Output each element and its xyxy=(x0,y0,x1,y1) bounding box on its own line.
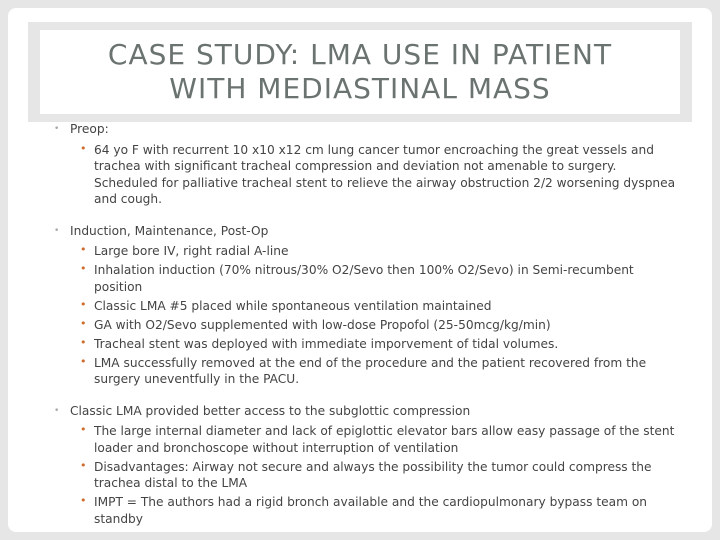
title-box xyxy=(40,30,680,114)
sub-bullet-item xyxy=(50,423,680,456)
sub-bullet-text: Tracheal stent was deployed with immediate imporvement of tidal volumes. xyxy=(94,336,559,351)
bullet-icon: • xyxy=(54,225,60,236)
level1-bullet-item xyxy=(50,223,680,240)
sub-bullet-item xyxy=(50,243,680,260)
sub-bullet-text: Disadvantages: Airway not secure and always the possibility the tumor could compress the trachea distal to the LMA xyxy=(94,459,652,490)
level1-bullet-item xyxy=(50,121,680,138)
bullet-icon: • xyxy=(54,124,60,134)
bullet-icon: • xyxy=(80,335,87,349)
section-heading: Classic LMA provided better access to the subglottic compression xyxy=(70,403,471,418)
slide-title-line-1: CASE STUDY: LMA USE IN PATIENT xyxy=(107,38,613,71)
sub-bullet-list xyxy=(50,243,680,388)
sub-bullet-item xyxy=(50,262,680,295)
sub-bullet-text: 64 yo F with recurrent 10 x10 x12 cm lung cancer tumor encroaching the great vessels and trachea with significant tracheal compression and deviation not amenable to surgery. Scheduled for palliative tracheal stent to relieve the airway obstruction 2/2 worsening dyspnea and cough. xyxy=(94,142,676,206)
sub-bullet-text: IMPT = The authors had a rigid bronch available and the cardiopulmonary bypass team on standby xyxy=(94,495,647,526)
bullet-icon: • xyxy=(54,405,60,416)
section-heading: Preop: xyxy=(70,122,109,136)
bullet-icon: • xyxy=(80,423,87,436)
sub-bullet-item xyxy=(50,336,680,353)
bullet-icon: • xyxy=(80,243,87,256)
sub-bullet-text: The large internal diameter and lack of epiglottic elevator bars allow easy passage of the stent loader and bronchoscope without interruption of ventilation xyxy=(94,424,675,455)
sub-bullet-item xyxy=(50,355,680,388)
bullet-icon: • xyxy=(80,262,87,275)
bullet-icon: • xyxy=(80,354,87,368)
sub-bullet-item xyxy=(50,317,680,334)
title-band xyxy=(28,22,692,122)
level1-bullet-item xyxy=(50,403,680,420)
bullet-icon: • xyxy=(80,297,87,311)
section-heading: Induction, Maintenance, Post-Op xyxy=(70,223,269,238)
sub-bullet-text: Large bore IV, right radial A-line xyxy=(94,244,289,258)
section-induction xyxy=(50,223,680,388)
sub-bullet-list xyxy=(50,423,680,527)
bullet-icon: • xyxy=(80,458,87,472)
slide-title-line-2: WITH MEDIASTINAL MASS xyxy=(169,72,551,105)
slide xyxy=(8,8,712,532)
sub-bullet-item xyxy=(50,298,680,315)
sub-bullet-text: GA with O2/Sevo supplemented with low-dose Propofol (25-50mcg/kg/min) xyxy=(94,317,551,332)
sub-bullet-item xyxy=(50,494,680,527)
sub-bullet-item xyxy=(50,142,680,208)
sub-bullet-text: Classic LMA #5 placed while spontaneous ventilation maintained xyxy=(94,298,492,313)
sub-bullet-item xyxy=(50,459,680,492)
section-classic-lma xyxy=(50,403,680,528)
bullet-icon: • xyxy=(80,494,87,507)
sub-bullet-list xyxy=(50,142,680,208)
slide-content xyxy=(50,121,680,532)
bullet-icon: • xyxy=(80,141,87,155)
bullet-icon: • xyxy=(80,316,87,330)
sub-bullet-text: LMA successfully removed at the end of the procedure and the patient recovered from the surgery uneventfully in the PACU. xyxy=(94,355,647,386)
sub-bullet-text: Inhalation induction (70% nitrous/30% O2/Sevo then 100% O2/Sevo) in Semi-recumbent position xyxy=(94,263,634,294)
section-preop xyxy=(50,121,680,208)
